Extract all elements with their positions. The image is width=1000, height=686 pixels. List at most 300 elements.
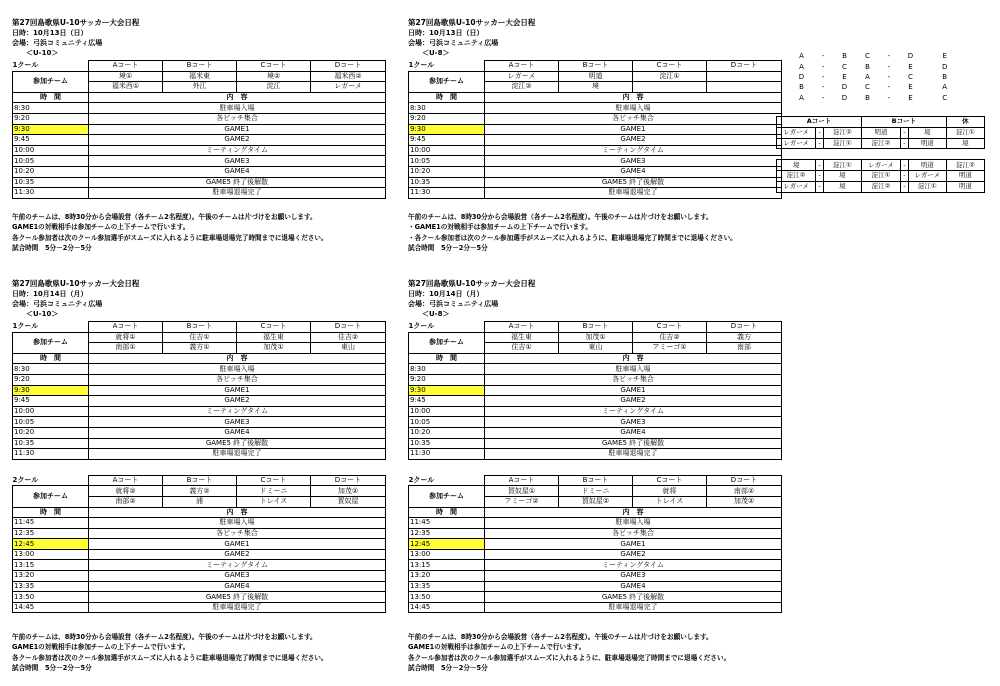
time-cell: 11:45 [13,518,89,529]
team-cell: 加茂② [311,486,386,497]
content-cell: GAME3 [485,156,782,167]
pairing-cell: D [907,52,914,61]
team-cell: 義方① [163,343,237,354]
assignment-cell: 明道 [861,127,900,138]
schedule-row [409,427,782,438]
pairing-cell: E [908,93,913,102]
time-cell: 9:20 [409,113,485,124]
assignment-row [777,160,985,171]
pairing-cell: - [821,52,825,61]
assignment-cell: - [901,170,909,181]
team-cell: 福米東 [163,71,237,82]
content-cell: GAME3 [485,417,782,428]
pairing-cell: - [821,72,825,81]
time-cell: 9:45 [13,396,89,407]
schedule-row [13,135,386,146]
schedule-date: 日時：10月14日（月） [12,290,88,298]
content-cell: 各ピッチ集合 [89,113,386,124]
content-header: 内 容 [485,353,782,364]
content-cell: GAME4 [89,581,386,592]
team-cell: 住吉① [485,343,559,354]
schedule-table [408,321,782,460]
team-cell: 福生東 [237,332,311,343]
time-header-row [13,92,386,103]
note-line: 試合時間 5分－2分－5分 [408,243,488,252]
content-cell: GAME1 [485,385,782,396]
schedule-row [13,571,386,582]
assignment-header: Bコート [861,117,946,128]
court-header: Aコート [485,322,559,333]
schedule-row [13,113,386,124]
note-line: GAME1の対戦相手は参加チームの上下チームで行います。 [12,223,190,232]
schedule-row [409,385,782,396]
pairing-cell: - [821,83,825,92]
schedule-row [409,396,782,407]
schedule-row [409,188,782,199]
schedule-row [409,166,782,177]
content-header: 内 容 [485,92,782,103]
content-header: 内 容 [485,507,782,518]
time-cell: 13:50 [409,592,485,603]
assignment-cell: 明道 [908,160,946,171]
content-cell: GAME1 [485,124,782,135]
court-header-row [13,475,386,486]
pairing-cell: - [887,72,891,81]
pairing-cell: B [842,52,847,61]
schedule-block [12,18,386,199]
content-cell: 駐車場入場 [89,103,386,114]
assignment-cell: 淀江② [861,138,900,149]
pairing-cell: A [799,52,804,61]
content-cell: GAME5 終了後解散 [89,438,386,449]
pairing-cell: E [908,83,913,92]
schedule-row [13,374,386,385]
content-cell: ミーティングタイム [485,145,782,156]
notes-block [12,212,328,253]
assignment-cell: レガーメ [777,181,816,192]
content-cell: GAME2 [485,396,782,407]
time-header-row [409,92,782,103]
court-header: Bコート [559,322,633,333]
schedule-row [409,177,782,188]
court-header: Cコート [237,61,311,72]
time-cell: 9:20 [409,374,485,385]
time-cell: 8:30 [409,364,485,375]
team-cell [707,82,782,93]
time-cell: 9:30 [13,385,89,396]
schedule-row [13,417,386,428]
court-header: Bコート [559,475,633,486]
time-cell: 13:35 [13,581,89,592]
time-cell: 10:35 [409,177,485,188]
schedule-row [13,396,386,407]
schedule-row [13,449,386,460]
time-cell: 9:30 [409,385,485,396]
assignment-cell: - [901,138,909,149]
schedule-row [13,528,386,539]
schedule-row [409,592,782,603]
pairing-cell: E [908,62,913,71]
content-cell: 各ピッチ集合 [89,528,386,539]
schedule-title: 第27回島歌県U-10サッカー大会日程 [12,279,140,288]
time-cell: 13:00 [409,549,485,560]
schedule-row [409,449,782,460]
content-cell: GAME4 [485,427,782,438]
schedule-row [409,156,782,167]
time-header: 時 間 [13,507,89,518]
time-cell: 10:35 [13,438,89,449]
team-cell [633,82,707,93]
assignment-cell: - [816,181,824,192]
time-cell: 14:45 [409,602,485,613]
time-cell: 9:30 [409,124,485,135]
time-cell: 13:35 [409,581,485,592]
time-cell: 13:50 [13,592,89,603]
schedule-row [409,113,782,124]
assignment-row [777,138,985,149]
team-cell: 南部② [89,496,163,507]
time-header-row [409,507,782,518]
time-header: 時 間 [409,353,485,364]
schedule-row [13,592,386,603]
assignment-row [777,170,985,181]
team-cell: ドミーニ [237,486,311,497]
schedule-table [408,60,782,199]
age-category: ＜U-8＞ [422,49,450,57]
assignment-cell: - [816,170,824,181]
team-header-label: 参加チーム [13,332,89,353]
time-cell: 11:30 [409,188,485,199]
team-cell: 外江 [163,82,237,93]
content-cell: GAME4 [89,166,386,177]
schedule-row [13,177,386,188]
group-label: 1クール [408,61,435,70]
assignment-cell: 境 [946,138,984,149]
content-cell: GAME3 [89,571,386,582]
time-cell: 9:20 [13,374,89,385]
court-header: Cコート [633,475,707,486]
time-cell: 13:20 [13,571,89,582]
assignment-cell: 淀江① [823,160,861,171]
schedule-title: 第27回島歌県U-10サッカー大会日程 [12,18,140,27]
assignment-cell: 明道 [946,181,984,192]
time-cell: 8:30 [13,364,89,375]
content-cell: GAME5 終了後解散 [485,592,782,603]
time-cell: 12:35 [13,528,89,539]
time-cell: 10:00 [13,145,89,156]
content-cell: GAME1 [485,539,782,550]
teams-row [13,332,386,343]
schedule-row [13,188,386,199]
content-header: 内 容 [89,507,386,518]
age-category: ＜U-8＞ [422,310,450,318]
content-cell: GAME5 終了後解散 [485,438,782,449]
schedule-row [409,571,782,582]
schedule-row [13,560,386,571]
schedule-row [13,518,386,529]
time-header: 時 間 [409,92,485,103]
time-cell: 12:45 [13,539,89,550]
schedule-row [13,539,386,550]
team-cell: トレイス [633,496,707,507]
team-cell: 住吉② [633,332,707,343]
assignment-cell: 境 [823,181,861,192]
schedule-row [13,145,386,156]
schedule-row [13,124,386,135]
pairing-cell: - [821,62,825,71]
content-cell: GAME2 [89,135,386,146]
content-cell: GAME4 [485,581,782,592]
content-cell: ミーティングタイム [89,560,386,571]
team-cell: 福米西② [311,71,386,82]
content-cell: ミーティングタイム [89,145,386,156]
schedule-venue: 会場：弓浜コミュニティ広場 [12,39,103,47]
pairing-row [790,61,947,71]
court-header-row [13,61,386,72]
team-cell: 南部② [707,486,782,497]
team-cell: レガーメ [311,82,386,93]
schedule-row [13,427,386,438]
schedule-date: 日時：10月14日（月） [408,290,484,298]
content-header: 内 容 [89,353,386,364]
time-cell: 10:05 [409,156,485,167]
pairing-cell: - [887,93,891,102]
time-cell: 11:30 [13,188,89,199]
assignment-cell: 淀江② [823,127,861,138]
schedule-row [409,581,782,592]
time-header-row [13,353,386,364]
time-cell: 10:00 [13,406,89,417]
content-cell: ミーティングタイム [89,406,386,417]
assignment-cell: 淀江② [946,160,984,171]
teams-row [13,71,386,82]
pairing-cell: C [942,93,948,102]
content-cell: GAME5 終了後解散 [89,592,386,603]
court-header: Aコート [89,61,163,72]
content-cell: 駐車場退場完了 [485,602,782,613]
team-header-label: 参加チーム [13,71,89,92]
teams-row [13,486,386,497]
schedule-row [409,560,782,571]
time-cell: 10:05 [409,417,485,428]
pairing-cell: C [908,72,913,81]
pairing-cell: D [798,72,805,81]
content-cell: 各ピッチ集合 [485,113,782,124]
content-cell: GAME2 [89,549,386,560]
content-cell: 各ピッチ集合 [485,374,782,385]
content-cell: 駐車場退場完了 [89,602,386,613]
time-cell: 13:20 [409,571,485,582]
schedule-row [409,417,782,428]
assignment-cell: レガーメ [861,160,900,171]
time-header: 時 間 [13,92,89,103]
time-cell: 14:45 [13,602,89,613]
teams-row [409,332,782,343]
time-cell: 9:45 [409,135,485,146]
team-cell: 東山 [559,343,633,354]
pairing-cell: D [942,62,948,71]
note-line: 各クール参加者は次のクール参加選手がスムーズに入れるように駐車場退場完了時間までに退場ください。 [12,653,328,662]
content-cell: 駐車場入場 [89,364,386,375]
team-cell: 義方② [163,486,237,497]
assignment-cell: - [901,160,909,171]
assignment-cell: 淀江② [861,181,900,192]
team-header-label: 参加チーム [13,486,89,507]
team-cell: 就将 [633,486,707,497]
note-line: GAME1の対戦相手は参加チームの上下チームで行います。 [12,643,190,652]
schedule-row [409,438,782,449]
court-header: Aコート [485,61,559,72]
assignment-cell: 淀江① [946,127,984,138]
court-header: Bコート [163,475,237,486]
assignment-cell: 明道 [908,138,946,149]
time-cell: 10:20 [13,166,89,177]
schedule-row [13,581,386,592]
team-cell: アミーゴ② [485,496,559,507]
team-header-label: 参加チーム [409,71,485,92]
note-line: 試合時間 5分－2分－5分 [12,663,92,672]
time-cell: 10:20 [13,427,89,438]
schedule-row [409,406,782,417]
time-cell: 11:30 [13,449,89,460]
pairing-cell: - [887,62,891,71]
content-cell: 駐車場入場 [485,364,782,375]
time-cell: 10:35 [13,177,89,188]
content-header: 内 容 [89,92,386,103]
assignment-cell: - [901,181,909,192]
content-cell: 駐車場入場 [89,518,386,529]
pairing-cell: B [865,62,870,71]
time-cell: 11:45 [409,518,485,529]
pairing-row [790,82,947,92]
schedule-row [13,156,386,167]
court-header: Dコート [311,322,386,333]
pairing-table [790,51,947,103]
note-line: 午前のチームは、8時30分から会場設営（各チーム2名程度）。午後のチームは片づけをお願いします。 [408,213,713,221]
assignment-cell: 淀江② [777,170,816,181]
court-header: Dコート [707,475,782,486]
schedule-venue: 会場：弓浜コミュニティ広場 [408,39,499,47]
schedule-row [409,549,782,560]
assignment-cell: 淀江① [908,181,946,192]
schedule-row [409,124,782,135]
schedule-block [12,279,386,613]
group-label: 1クール [12,61,39,70]
pairing-cell: B [865,93,870,102]
assignment-cell: 境 [777,160,816,171]
assignment-cell: 境 [908,127,946,138]
teams-row [409,71,782,82]
content-cell: GAME3 [89,417,386,428]
schedule-venue: 会場：弓浜コミュニティ広場 [12,300,103,308]
note-line: 午前のチームは、8時30分から会場設営（各チーム2名程度）。午後のチームは片づけをお願いします。 [12,213,317,221]
team-cell: 住吉② [311,332,386,343]
pairing-row [790,72,947,82]
content-cell: 駐車場退場完了 [485,449,782,460]
schedule-row [13,438,386,449]
court-header: Dコート [311,475,386,486]
schedule-row [409,518,782,529]
pairing-cell: A [799,62,804,71]
pairing-cell: B [799,83,804,92]
team-cell: トレイス [237,496,311,507]
court-header-row [13,322,386,333]
time-cell: 10:20 [409,166,485,177]
pairing-cell: B [942,72,948,81]
time-cell: 10:00 [409,406,485,417]
team-cell: アミーゴ① [633,343,707,354]
time-cell: 13:00 [13,549,89,560]
pairing-row [790,51,947,61]
assignment-row [777,181,985,192]
time-header: 時 間 [13,353,89,364]
assignment-cell: レガーメ [777,138,816,149]
time-cell: 9:30 [13,124,89,135]
content-cell: GAME2 [485,135,782,146]
team-cell: 南部① [89,343,163,354]
team-cell: 明道 [559,71,633,82]
content-cell: 駐車場入場 [485,518,782,529]
pairing-cell: D [841,93,848,102]
court-header: Aコート [89,475,163,486]
team-cell: 加茂② [707,496,782,507]
time-cell: 10:35 [409,438,485,449]
schedule-row [409,135,782,146]
team-cell: 加茂① [237,343,311,354]
content-cell: GAME2 [485,549,782,560]
schedule-row [13,166,386,177]
group-label: 1クール [408,322,435,331]
content-cell: GAME2 [89,396,386,407]
assignment-gap-row [777,149,985,160]
time-cell: 10:05 [13,417,89,428]
assignment-cell: 明道 [946,170,984,181]
assignment-cell: - [901,127,909,138]
assignment-cell: - [816,160,824,171]
content-cell: GAME1 [89,539,386,550]
court-header: Bコート [163,322,237,333]
time-cell: 13:15 [13,560,89,571]
content-cell: GAME1 [89,385,386,396]
assignment-cell: - [816,127,824,138]
team-cell: 境 [559,82,633,93]
time-cell: 12:45 [409,539,485,550]
court-header: Dコート [707,61,782,72]
team-header-label: 参加チーム [409,332,485,353]
schedule-row [13,103,386,114]
pairing-cell: C [865,83,870,92]
team-cell: ドミーニ [559,486,633,497]
schedule-row [409,539,782,550]
schedule-row [409,364,782,375]
court-assignment-table [776,116,985,193]
pairing-cell: C [865,52,870,61]
pairing-cell: A [865,72,870,81]
team-cell: 就将① [89,332,163,343]
content-cell: GAME4 [485,166,782,177]
content-cell: GAME3 [89,156,386,167]
schedule-row [13,406,386,417]
pairing-row [790,93,947,103]
schedule-block [408,18,782,199]
court-header: Cコート [633,61,707,72]
time-cell: 10:00 [409,145,485,156]
team-cell: 南部 [707,343,782,354]
schedule-date: 日時：10月13日（日） [408,29,484,37]
note-line: 午前のチームは、8時30分から会場設営（各チーム2名程度）。午後のチームは片づけをお願いします。 [12,633,317,641]
court-header: Aコート [89,322,163,333]
content-cell: 各ピッチ集合 [485,528,782,539]
